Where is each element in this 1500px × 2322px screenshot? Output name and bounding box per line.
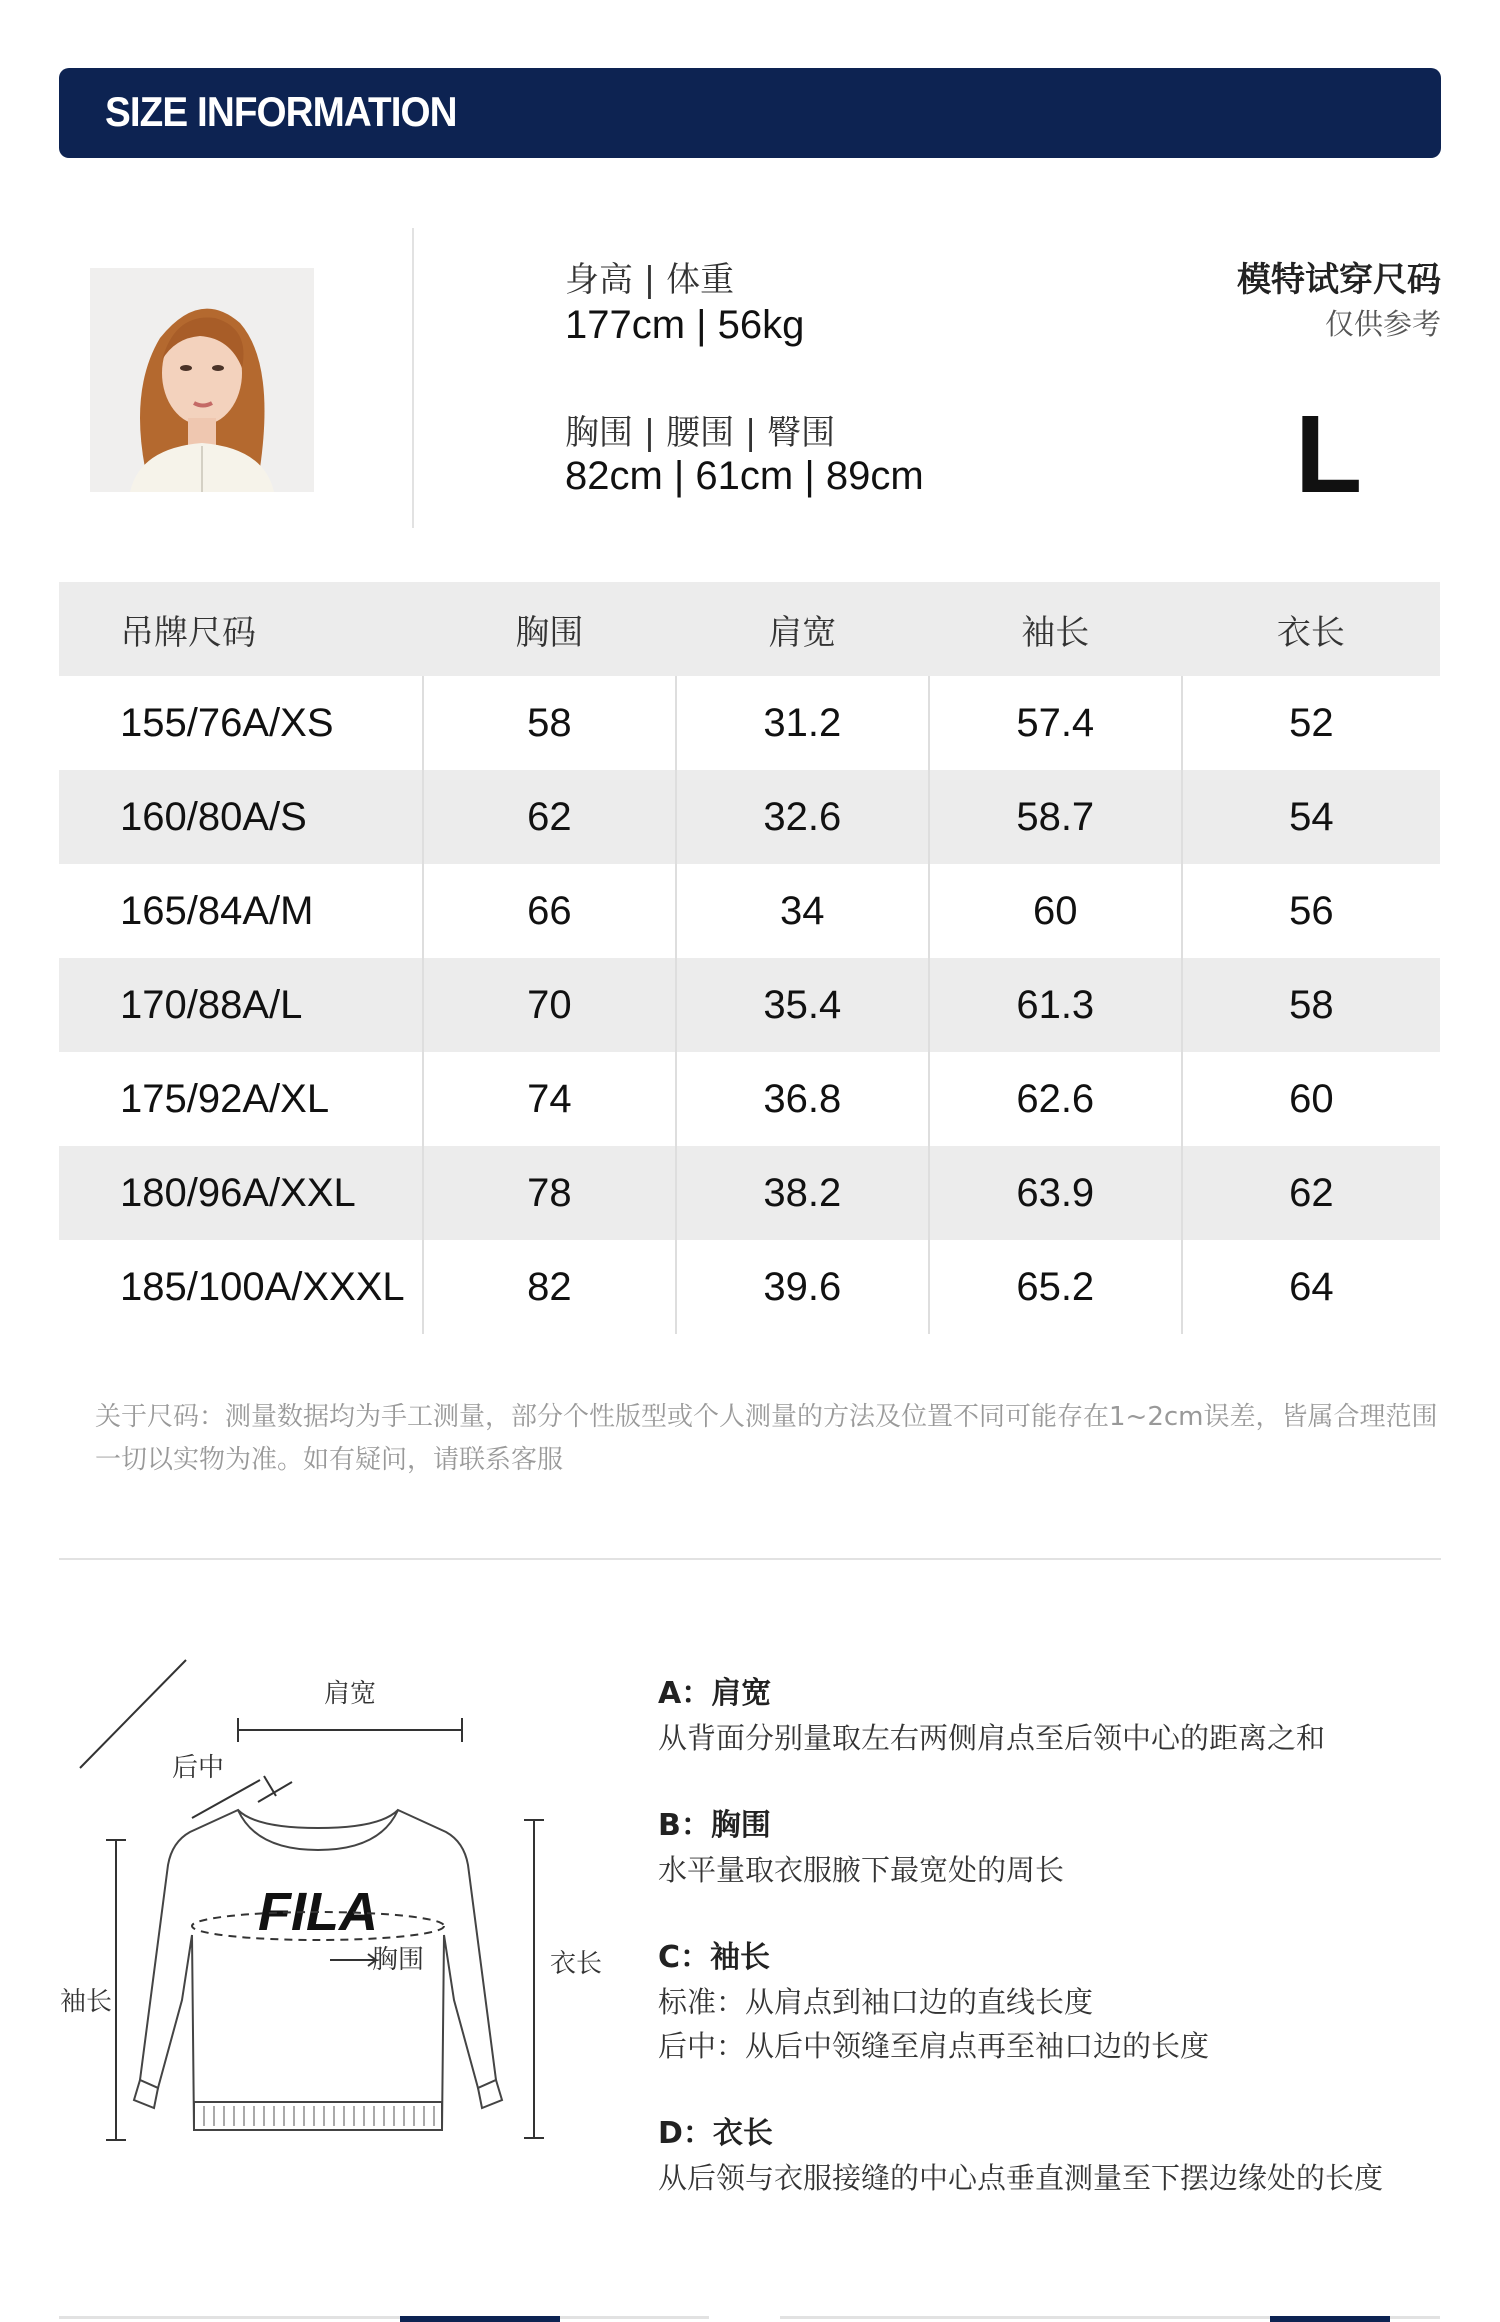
table-cell: 165/84A/M [120,888,314,933]
table-row [59,1146,1440,1240]
table-cell: 54 [1182,770,1440,864]
definition-text: 后中：从后中领缝至肩点再至袖口边的长度 [658,2029,1210,2063]
sleeve-label: 袖长 [60,1987,113,2017]
section-title: SIZE INFORMATION [105,88,457,135]
shoulder-label: 肩宽 [323,1679,377,1709]
back-center-label: 后中 [172,1753,225,1783]
definition-sleeve [658,1936,1458,2068]
size-note: 关于尺码：测量数据均为手工测量，部分个性版型或个人测量的方法及位置不同可能存在1~2cm误差，皆属合理范围一切以实物为准。如有疑问，请联系客服 [95,1402,1438,1475]
table-row [59,1240,1440,1334]
section-divider [59,1558,1441,1560]
definition-title: C：袖长 [658,1940,771,1975]
trial-size-title: 模特试穿尺码 [1237,260,1441,300]
table-cell: 155/76A/XS [120,700,334,745]
length-label: 衣长 [550,1949,603,1979]
table-cell: 180/96A/XXL [59,1146,423,1240]
table-row [59,958,1440,1052]
chest-label: 胸围 [372,1945,425,1975]
header-sleeve: 袖长 [929,582,1182,676]
table-cell: 60 [1182,1052,1440,1146]
back-center-measure-line [80,1660,292,1818]
definition-text: 从后领与衣服接缝的中心点垂直测量至下摆边缘处的长度 [658,2161,1384,2195]
table-cell: 82 [423,1240,676,1334]
definition-text: 水平量取衣服腋下最宽处的周长 [658,1853,1065,1887]
fila-logo: FILA [258,1882,378,1942]
table-cell: 64 [1182,1240,1440,1334]
table-cell: 62.6 [929,1052,1182,1146]
table-cell: 63.9 [929,1146,1182,1240]
table-header-row [59,582,1440,676]
table-cell: 57.4 [929,676,1182,770]
definition-length [658,2112,1458,2200]
height-weight-value: 177cm | 56kg [565,303,805,347]
header-length: 衣长 [1182,582,1440,676]
table-cell: 70 [423,958,676,1052]
model-photo-icon [90,268,314,492]
table-cell: 36.8 [676,1052,929,1146]
table-cell: 31.2 [676,676,929,770]
table-cell: 38.2 [676,1146,929,1240]
header-chest: 胸围 [423,582,676,676]
table-cell: 52 [1182,676,1440,770]
table-cell: 185/100A/XXXL [120,1264,405,1309]
size-table [59,582,1440,1334]
table-cell: 62 [423,770,676,864]
definition-text: 从背面分别量取左右两侧肩点至后领中心的距离之和 [658,1721,1326,1755]
definition-title: B：胸围 [658,1808,771,1843]
table-row [59,676,1440,770]
table-row [59,770,1440,864]
bottom-separator [0,2312,1500,2322]
measurements-value: 82cm | 61cm | 89cm [565,454,924,498]
table-cell: 58 [1182,958,1440,1052]
table-cell: 78 [423,1146,676,1240]
definition-title: A：肩宽 [658,1676,772,1711]
table-cell: 32.6 [676,770,929,864]
table-cell: 175/92A/XL [120,1076,330,1121]
table-cell: 34 [676,864,929,958]
definition-text: 标准：从肩点到袖口边的直线长度 [658,1985,1094,2019]
table-cell: 39.6 [676,1240,929,1334]
table-cell: 160/80A/S [59,770,423,864]
trial-size-value: L [1295,393,1363,516]
measurements-label: 胸围 | 腰围 | 臀围 [565,413,836,453]
table-cell: 74 [423,1052,676,1146]
table-cell: 66 [423,864,676,958]
table-cell: 61.3 [929,958,1182,1052]
height-weight-label: 身高 | 体重 [565,260,735,300]
definition-shoulder [658,1672,1458,1760]
length-measure-line [524,1820,544,2138]
table-row [59,864,1440,958]
definition-chest [658,1804,1458,1892]
shoulder-measure-line [238,1718,462,1742]
table-cell: 58 [423,676,676,770]
table-cell: 62 [1182,1146,1440,1240]
section-header [59,68,1441,158]
definition-title: D：衣长 [658,2116,773,2151]
table-row [59,1052,1440,1146]
table-cell: 65.2 [929,1240,1182,1334]
model-divider [412,228,414,528]
table-cell: 170/88A/L [59,958,423,1052]
table-cell: 56 [1182,864,1440,958]
trial-size-subtitle: 仅供参考 [1324,307,1441,341]
sweatshirt-diagram [60,1660,640,2180]
table-cell: 35.4 [676,958,929,1052]
table-cell: 60 [929,864,1182,958]
header-shoulder: 肩宽 [676,582,929,676]
table-cell: 58.7 [929,770,1182,864]
model-avatar [90,268,314,492]
header-tag-size: 吊牌尺码 [59,582,423,676]
measurement-definitions [658,1672,1458,2244]
